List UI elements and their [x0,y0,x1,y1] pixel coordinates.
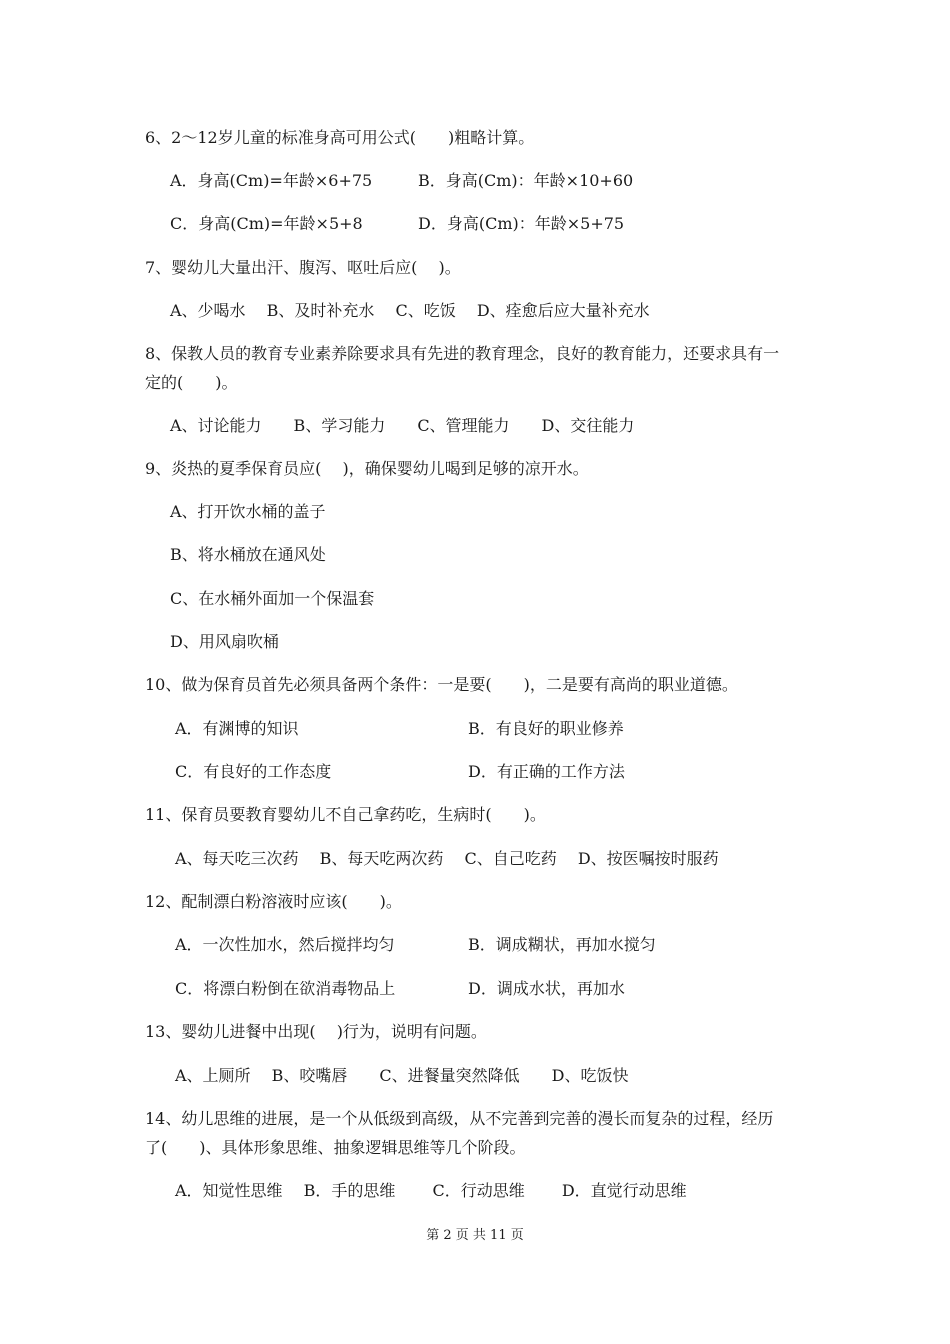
question-6-option-b: B．身高(Cm)：年龄×10+60 [418,171,634,190]
question-8-options: A、讨论能力 B、学习能力 C、管理能力 D、交往能力 [170,416,635,435]
question-12-option-d: D．调成水状，再加水 [468,979,625,998]
question-10-option-a: A．有渊博的知识 [175,719,299,738]
question-6-option-a: A．身高(Cm)=年龄×6+75 [170,171,373,190]
question-8-stem-line1: 8、保教人员的教育专业素养除要求具有先进的教育理念，良好的教育能力，还要求具有一 [145,344,780,363]
question-6-option-d: D．身高(Cm)：年龄×5+75 [418,214,625,233]
page-number-footer: 第 2 页 共 11 页 [426,1228,524,1243]
question-10-option-c: C．有良好的工作态度 [175,762,332,781]
question-10-option-d: D．有正确的工作方法 [468,762,625,781]
question-6-option-c: C．身高(Cm)=年龄×5+8 [170,214,363,233]
question-8-stem-line2: 定的( )。 [145,373,238,392]
question-9-stem: 9、炎热的夏季保育员应( )，确保婴幼儿喝到足够的凉开水。 [145,459,589,478]
question-10-option-b: B．有良好的职业修养 [468,719,624,738]
question-9-option-d: D、用风扇吹桶 [170,632,279,651]
question-11-options: A、每天吃三次药 B、每天吃两次药 C、自己吃药 D、按医嘱按时服药 [175,849,719,868]
question-14-stem-line1: 14、幼儿思维的进展，是一个从低级到高级，从不完善到完善的漫长而复杂的过程，经历 [145,1109,774,1128]
question-12-option-c: C．将漂白粉倒在欲消毒物品上 [175,979,396,998]
question-7-options: A、少喝水 B、及时补充水 C、吃饭 D、痊愈后应大量补充水 [170,301,650,320]
question-7-stem: 7、婴幼儿大量出汗、腹泻、呕吐后应( )。 [145,258,461,277]
question-13-stem: 13、婴幼儿进餐中出现( )行为，说明有问题。 [145,1022,487,1041]
question-10-stem: 10、做为保育员首先必须具备两个条件：一是要( )，二是要有高尚的职业道德。 [145,675,738,694]
question-11-stem: 11、保育员要教育婴幼儿不自己拿药吃，生病时( )。 [145,805,546,824]
question-12-option-b: B．调成糊状，再加水搅匀 [468,935,656,954]
question-13-options: A、上厕所 B、咬嘴唇 C、进餐量突然降低 D、吃饭快 [175,1066,629,1085]
question-9-option-b: B、将水桶放在通风处 [170,545,326,564]
question-14-options: A．知觉性思维 B．手的思维 C．行动思维 D．直觉行动思维 [175,1181,687,1200]
question-9-option-c: C、在水桶外面加一个保温套 [170,589,375,608]
question-14-stem-line2: 了( )、具体形象思维、抽象逻辑思维等几个阶段。 [145,1138,526,1157]
question-6-stem: 6、2～12岁儿童的标准身高可用公式( )粗略计算。 [145,128,535,147]
question-9-option-a: A、打开饮水桶的盖子 [170,502,326,521]
question-12-stem: 12、配制漂白粉溶液时应该( )。 [145,892,402,911]
question-12-option-a: A．一次性加水，然后搅拌均匀 [175,935,395,954]
